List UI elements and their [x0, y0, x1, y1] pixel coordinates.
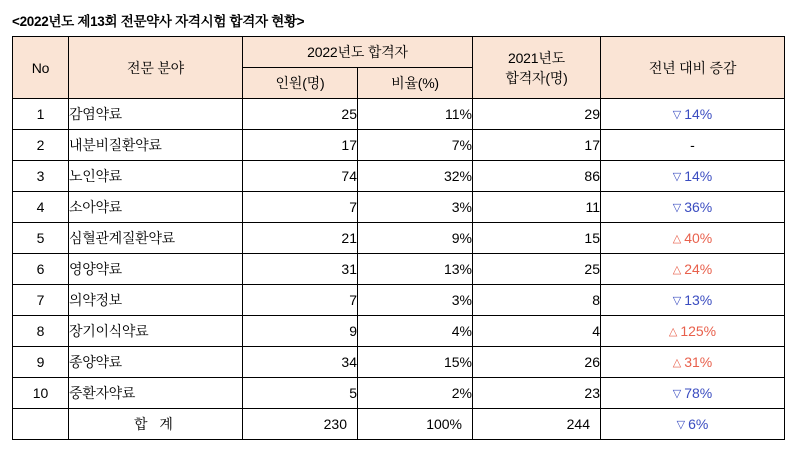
row-9-count: 5 — [243, 378, 358, 409]
table-row — [13, 99, 785, 130]
row-3-delta-text: 36% — [684, 199, 713, 215]
row-2-field: 노인약료 — [69, 161, 243, 192]
row-7-count: 9 — [243, 316, 358, 347]
row-6-no: 7 — [13, 285, 69, 316]
row-8-delta-text: 31% — [684, 354, 713, 370]
table-row — [13, 316, 785, 347]
header-rate-2022: 비율(%) — [358, 68, 473, 99]
header-prev-year-line1: 2021년도 — [508, 49, 565, 66]
row-0-delta — [601, 99, 785, 130]
total-no — [13, 409, 69, 440]
row-8-field: 종양약료 — [69, 347, 243, 378]
row-5-no: 6 — [13, 254, 69, 285]
row-9-delta-text: 78% — [684, 385, 713, 401]
table-row — [13, 254, 785, 285]
table-row — [13, 130, 785, 161]
row-2-prev: 86 — [473, 161, 601, 192]
row-5-rate: 13% — [358, 254, 473, 285]
table-row — [13, 223, 785, 254]
row-3-field: 소아약료 — [69, 192, 243, 223]
row-5-count: 31 — [243, 254, 358, 285]
total-rate: 100% — [358, 409, 473, 440]
header-no: No — [13, 37, 69, 99]
table-row — [13, 192, 785, 223]
row-0-count: 25 — [243, 99, 358, 130]
row-7-field: 장기이식약료 — [69, 316, 243, 347]
row-2-delta — [601, 161, 785, 192]
row-1-no: 2 — [13, 130, 69, 161]
row-4-delta-text: 40% — [684, 230, 713, 246]
header-prev-year — [473, 37, 601, 99]
triangle-up-icon: △ — [672, 357, 682, 369]
table-row — [13, 347, 785, 378]
total-delta-text: 6% — [688, 416, 709, 432]
row-0-delta-text: 14% — [684, 106, 713, 122]
row-3-delta — [601, 192, 785, 223]
triangle-down-icon: ▽ — [672, 388, 682, 400]
row-6-delta-text: 13% — [684, 292, 713, 308]
table-body — [13, 99, 785, 440]
row-7-prev: 4 — [473, 316, 601, 347]
row-1-field: 내분비질환약료 — [69, 130, 243, 161]
row-6-field: 의약정보 — [69, 285, 243, 316]
row-4-count: 21 — [243, 223, 358, 254]
row-6-delta — [601, 285, 785, 316]
triangle-up-icon: △ — [672, 233, 682, 245]
row-4-prev: 15 — [473, 223, 601, 254]
row-7-delta-text: 125% — [680, 323, 717, 339]
table-total-row — [13, 409, 785, 440]
row-6-rate: 3% — [358, 285, 473, 316]
row-9-prev: 23 — [473, 378, 601, 409]
row-3-count: 7 — [243, 192, 358, 223]
row-4-no: 5 — [13, 223, 69, 254]
triangle-down-icon: ▽ — [672, 202, 682, 214]
total-count: 230 — [243, 409, 358, 440]
row-0-field: 감염약료 — [69, 99, 243, 130]
row-0-no: 1 — [13, 99, 69, 130]
triangle-up-icon: △ — [668, 326, 678, 338]
row-1-delta-text: - — [690, 137, 695, 153]
header-prev-year-line2: 합격자(명) — [505, 69, 568, 86]
row-1-count: 17 — [243, 130, 358, 161]
row-5-delta — [601, 254, 785, 285]
row-8-delta — [601, 347, 785, 378]
row-5-prev: 25 — [473, 254, 601, 285]
row-3-prev: 11 — [473, 192, 601, 223]
row-2-delta-text: 14% — [684, 168, 713, 184]
row-8-rate: 15% — [358, 347, 473, 378]
row-4-rate: 9% — [358, 223, 473, 254]
table-header — [13, 37, 785, 99]
table-row — [13, 161, 785, 192]
row-8-count: 34 — [243, 347, 358, 378]
row-9-rate: 2% — [358, 378, 473, 409]
triangle-down-icon: ▽ — [676, 419, 686, 431]
row-4-delta — [601, 223, 785, 254]
row-2-no: 3 — [13, 161, 69, 192]
table-row — [13, 285, 785, 316]
row-7-no: 8 — [13, 316, 69, 347]
row-9-delta — [601, 378, 785, 409]
header-count-2022: 인원(명) — [243, 68, 358, 99]
triangle-up-icon: △ — [672, 264, 682, 276]
row-1-delta — [601, 130, 785, 161]
row-6-count: 7 — [243, 285, 358, 316]
table-caption: <2022년도 제13회 전문약사 자격시험 합격자 현황> — [12, 14, 305, 29]
triangle-down-icon: ▽ — [672, 295, 682, 307]
row-1-prev: 17 — [473, 130, 601, 161]
row-8-prev: 26 — [473, 347, 601, 378]
row-9-no: 10 — [13, 378, 69, 409]
header-field: 전문 분야 — [69, 37, 243, 99]
row-5-field: 영양약료 — [69, 254, 243, 285]
row-3-rate: 3% — [358, 192, 473, 223]
header-row-top — [13, 37, 785, 68]
table-row — [13, 378, 785, 409]
row-4-field: 심혈관계질환약료 — [69, 223, 243, 254]
triangle-down-icon: ▽ — [672, 171, 682, 183]
row-2-rate: 32% — [358, 161, 473, 192]
row-0-prev: 29 — [473, 99, 601, 130]
row-2-count: 74 — [243, 161, 358, 192]
row-9-field: 중환자약료 — [69, 378, 243, 409]
row-6-prev: 8 — [473, 285, 601, 316]
total-label: 합 계 — [69, 409, 243, 440]
row-0-rate: 11% — [358, 99, 473, 130]
row-7-rate: 4% — [358, 316, 473, 347]
row-7-delta — [601, 316, 785, 347]
row-1-rate: 7% — [358, 130, 473, 161]
header-delta: 전년 대비 증감 — [601, 37, 785, 99]
total-prev: 244 — [473, 409, 601, 440]
header-group-2022: 2022년도 합격자 — [243, 37, 473, 68]
row-3-no: 4 — [13, 192, 69, 223]
row-5-delta-text: 24% — [684, 261, 713, 277]
pharmacist-exam-results-table — [12, 36, 785, 440]
triangle-down-icon: ▽ — [672, 109, 682, 121]
total-delta — [601, 409, 785, 440]
row-8-no: 9 — [13, 347, 69, 378]
